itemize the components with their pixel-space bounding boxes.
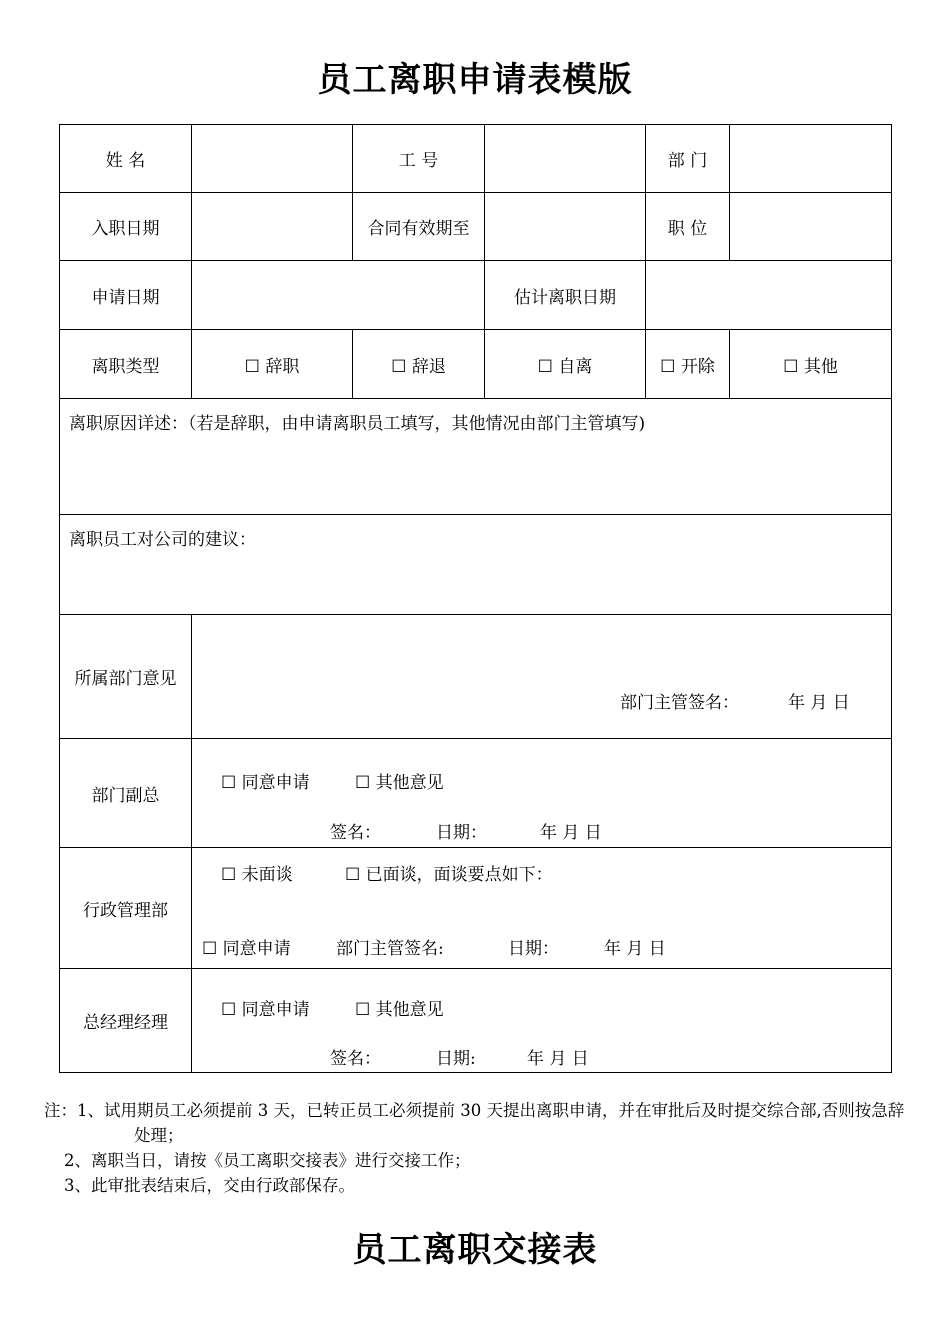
admin-date-value: 年 月 日 [604, 939, 666, 959]
dept-date-label: 年 月 日 [788, 693, 850, 713]
employee-id-label: 工 号 [353, 125, 485, 193]
expected-leave-date-field[interactable] [646, 261, 892, 330]
apply-date-label: 申请日期 [60, 261, 192, 330]
note-item: 3、此审批表结束后，交由行政部保存。 [64, 1176, 355, 1195]
expected-leave-date-label: 估计离职日期 [485, 261, 646, 330]
handover-title: 员工离职交接表 [352, 1230, 598, 1270]
hire-date-field[interactable] [192, 193, 353, 261]
department-field[interactable] [730, 125, 892, 193]
vp-label: 部门副总 [60, 739, 192, 848]
position-field[interactable] [730, 193, 892, 261]
gm-label: 总经理经理 [60, 969, 192, 1073]
suggestion-field[interactable] [60, 515, 892, 615]
type-dismiss-checkbox[interactable]: ☐ 辞退 [353, 330, 485, 399]
gm-date-label: 日期: [436, 1049, 476, 1069]
vp-date-label: 日期： [436, 823, 487, 843]
apply-date-field[interactable] [192, 261, 485, 330]
dept-manager-signature-label: 部门主管签名： [620, 693, 739, 713]
position-label: 职 位 [646, 193, 730, 261]
type-fired-checkbox[interactable]: ☐ 开除 [646, 330, 730, 399]
name-label: 姓 名 [60, 125, 192, 193]
department-label: 部 门 [646, 125, 730, 193]
gm-agree-checkbox[interactable]: ☐ 同意申请 [221, 1000, 310, 1020]
resignation-form-table [59, 124, 892, 1073]
leave-reason-field[interactable] [60, 399, 892, 515]
admin-interviewed-checkbox[interactable]: ☐ 已面谈，面谈要点如下： [345, 865, 553, 885]
employee-id-field[interactable] [485, 125, 646, 193]
admin-agree-checkbox[interactable]: ☐ 同意申请 [202, 939, 291, 959]
dept-opinion-field[interactable] [192, 615, 892, 739]
type-other-checkbox[interactable]: ☐ 其他 [730, 330, 892, 399]
leave-type-label: 离职类型 [60, 330, 192, 399]
notes-section [44, 1098, 914, 1198]
note-item: 注：1、试用期员工必须提前 3 天，已转正员工必须提前 30 天提出离职申请，并在审批后及时提交综合部,否则按急辞处理； [44, 1101, 905, 1145]
admin-signature-label: 部门主管签名: [336, 939, 444, 959]
admin-not-interviewed-checkbox[interactable]: ☐ 未面谈 [221, 865, 293, 885]
vp-date-value: 年 月 日 [540, 823, 602, 843]
admin-dept-label: 行政管理部 [60, 848, 192, 969]
dept-opinion-label: 所属部门意见 [60, 615, 192, 739]
suggestion-label: 离职员工对公司的建议： [69, 530, 256, 550]
contract-expiry-field[interactable] [485, 193, 646, 261]
vp-other-checkbox[interactable]: ☐ 其他意见 [355, 773, 444, 793]
note-item: 2、离职当日，请按《员工离职交接表》进行交接工作； [64, 1151, 471, 1170]
page-title: 员工离职申请表模版 [317, 60, 633, 100]
hire-date-label: 入职日期 [60, 193, 192, 261]
type-resign-checkbox[interactable]: ☐ 辞职 [192, 330, 353, 399]
gm-date-value: 年 月 日 [527, 1049, 589, 1069]
admin-approval-cell [192, 848, 892, 969]
name-field[interactable] [192, 125, 353, 193]
contract-expiry-label: 合同有效期至 [353, 193, 485, 261]
type-self-leave-checkbox[interactable]: ☐ 自离 [485, 330, 646, 399]
vp-signature-label: 签名： [330, 823, 381, 843]
admin-date-label: 日期： [508, 939, 559, 959]
gm-other-checkbox[interactable]: ☐ 其他意见 [355, 1000, 444, 1020]
vp-agree-checkbox[interactable]: ☐ 同意申请 [221, 773, 310, 793]
leave-reason-label: 离职原因详述：（若是辞职，由申请离职员工填写，其他情况由部门主管填写) [69, 414, 646, 434]
vp-approval-cell [192, 739, 892, 848]
gm-approval-cell [192, 969, 892, 1073]
gm-signature-label: 签名： [330, 1049, 381, 1069]
